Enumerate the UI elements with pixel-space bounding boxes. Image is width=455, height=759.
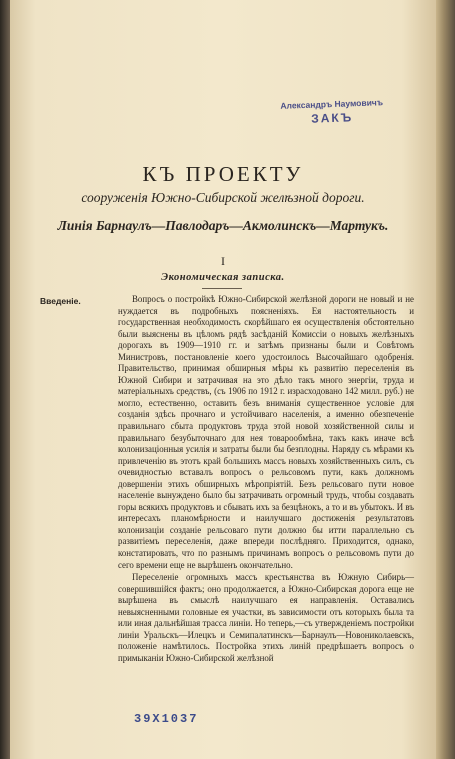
paragraph-1: Вопросъ о постройкѣ Южно-Сибирской желѣзной дороги не новый и не нуждается въ подробныхъ поясненіяхъ. Ея настоятельность и государственная необходимость скорѣйшаго ея осуществленія обстоятельно были выяснены въ цѣломъ рядѣ засѣданій Комиссіи о новыхъ желѣзныхъ дорогахъ въ 1909—1910 гг. и затѣмъ признаны были и Совѣтомъ Министровъ, постановленіе коего удостоилось Высочайшаго одобренія. Правительство, принимая обширныя мѣры къ развитію переселенія въ Южной Сибири и затрачивая на это дѣло такъ много энергіи, труда и матеріальныхъ средствъ, (съ 1906 по 1912 г. израсходовано 142 милл. руб.) не могло, естественно, оставить безъ вниманія существенное условіе для созданія здѣсь прочнаго и устойчиваго населенія, а именно обезпеченіе правильнаго сбыта продуктовъ труда этой новой хозяйственной силы и правильнаго безубыточнаго для нея товарообмѣна, такъ какъ иначе всѣ колонизаціонныя усилія и затраты были бы безплодны. Наряду съ мѣрами къ привлеченію въ этотъ край большихъ массъ новыхъ хозяйственныхъ силъ, съ очевидностью вставалъ вопросъ о рельсовомъ пути, какъ должномъ довершеніи этихъ обширныхъ мѣропріятій. Безъ рельсоваго пути новое населеніе вынуждено было бы затрачивать огромный трудъ, чтобы создавать горы всякихъ продуктовъ и сбывать ихъ за безцѣнокъ, а то и въ убытокъ. И въ интересахъ планомѣрности и наилучшаго достиженія результатовъ колонизаціи созданіе рельсоваго пути должно бы итти параллельно съ развитіемъ переселенія, даже впереди послѣдняго. Приходится, однако, констатировать, что по разнымъ причинамъ вопросъ о рельсовомъ пути до сего времени еще не вырѣшенъ окончательно. bbox=[118, 294, 414, 570]
section-divider bbox=[202, 288, 242, 289]
stamp-name: Александръ Наумовичъ bbox=[280, 97, 384, 111]
section-title: Экономическая записка. bbox=[161, 272, 285, 283]
paragraph-2: Переселеніе огромныхъ массъ крестьянства въ Южную Сибирь—совершившійся фактъ; оно продолжается, а Южно-Сибирская дорога еще не вырѣшена въ смыслѣ наилучшаго ея направленія. Оставались невыясненными головные ея участки, въ зависимости отъ которыхъ была та или иная дальнѣйшая трасса линіи. Но теперь,—съ утвержденіемъ постройки линіи Уральскъ—Илецкъ и Семипалатинскъ—Барнаулъ—Новониколаевскъ, положеніе намѣтилось. Постройка этихъ линій предрѣшаетъ вопросъ о примыканіи Южно-Сибирской желѣзной bbox=[118, 572, 414, 663]
library-shelfmark: 39X1037 bbox=[134, 712, 199, 726]
owner-stamp bbox=[272, 98, 393, 128]
page-stack-edge bbox=[436, 0, 455, 759]
document-page bbox=[10, 0, 436, 759]
title-main: КЪ ПРОЕКТУ bbox=[142, 162, 304, 186]
title-route: Линія Барнаулъ—Павлодаръ—Акмолинскъ—Мартукъ. bbox=[57, 218, 389, 233]
stamp-surname: ЗАКЪ bbox=[310, 110, 354, 127]
body-text bbox=[118, 294, 414, 665]
section-number: I bbox=[221, 254, 225, 268]
title-subtitle: сооруженія Южно-Сибирской желѣзной дороги. bbox=[81, 190, 365, 205]
margin-note-introduction: Введеніе. bbox=[40, 296, 81, 306]
book-binding-edge bbox=[0, 0, 10, 759]
